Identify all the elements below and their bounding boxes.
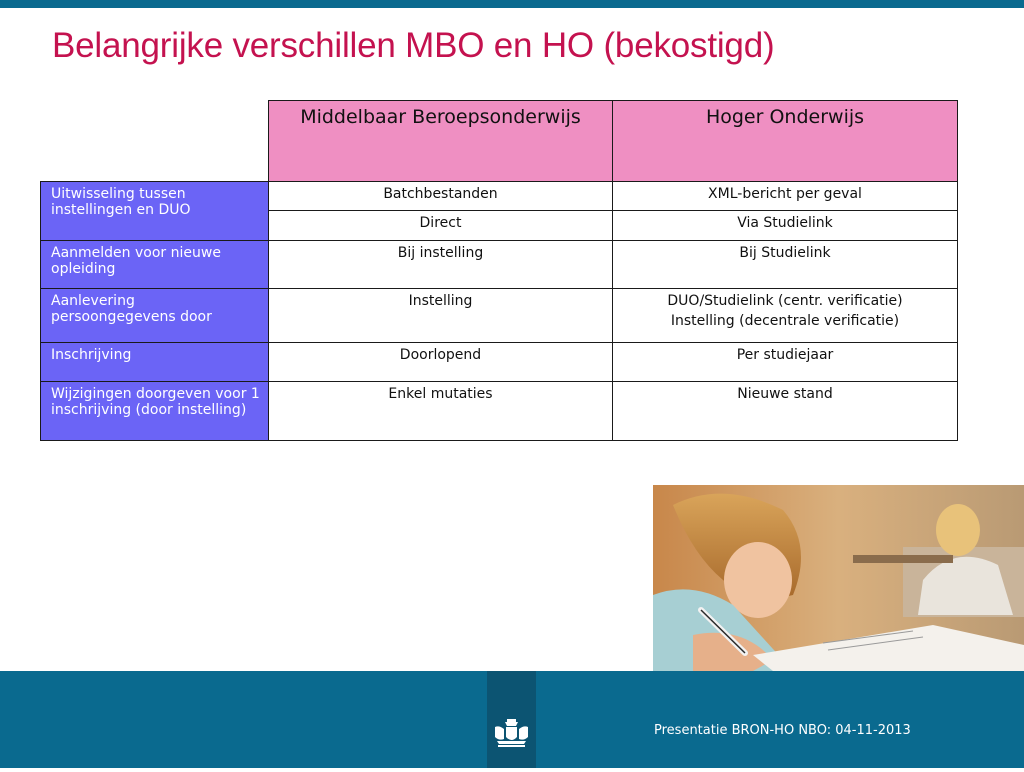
- column-header-mbo: Middelbaar Beroepsonderwijs: [269, 101, 613, 182]
- column-header-ho: Hoger Onderwijs: [613, 101, 958, 182]
- cell-ho-line: DUO/Studielink (centr. verificatie): [667, 293, 903, 309]
- row-label-aanlevering: Aanlevering persoongegevens door: [41, 289, 269, 343]
- table-corner-cell: [41, 101, 269, 182]
- cell-ho: XML-bericht per geval: [613, 182, 958, 211]
- top-accent-bar: [0, 0, 1024, 8]
- cell-mbo: Doorlopend: [269, 343, 613, 382]
- row-label-inschrijving: Inschrijving: [41, 343, 269, 382]
- slide-title: Belangrijke verschillen MBO en HO (bekostigd): [52, 26, 775, 65]
- row-label-aanmelden: Aanmelden voor nieuwe opleiding: [41, 241, 269, 289]
- table-row: [41, 382, 958, 441]
- rijksoverheid-lion-coat-of-arms-icon: [487, 671, 536, 768]
- cell-ho: [613, 289, 958, 343]
- cell-ho: Per studiejaar: [613, 343, 958, 382]
- logo-strip: [487, 671, 536, 768]
- table-row: [41, 343, 958, 382]
- cell-ho-line: Instelling (decentrale verificatie): [670, 313, 900, 329]
- cell-mbo: Instelling: [269, 289, 613, 343]
- footer-bar: [0, 671, 1024, 768]
- cell-mbo: Batchbestanden: [269, 182, 613, 211]
- cell-ho: Nieuwe stand: [613, 382, 958, 441]
- table-row: [41, 182, 958, 211]
- cell-mbo: Enkel mutaties: [269, 382, 613, 441]
- table-row: [41, 241, 958, 289]
- cell-mbo: Bij instelling: [269, 241, 613, 289]
- table-header-row: [41, 101, 958, 182]
- cell-mbo: Direct: [269, 211, 613, 241]
- row-label-wijzigingen: Wijzigingen doorgeven voor 1 inschrijving (door instelling): [41, 382, 269, 441]
- cell-ho: Bij Studielink: [613, 241, 958, 289]
- row-label-uitwisseling: Uitwisseling tussen instellingen en DUO: [41, 182, 269, 241]
- cell-ho: Via Studielink: [613, 211, 958, 241]
- table-row: [41, 289, 958, 343]
- students-writing-photo: [653, 485, 1024, 671]
- comparison-table: [40, 100, 958, 441]
- footer-caption: Presentatie BRON-HO NBO: 04-11-2013: [654, 723, 911, 738]
